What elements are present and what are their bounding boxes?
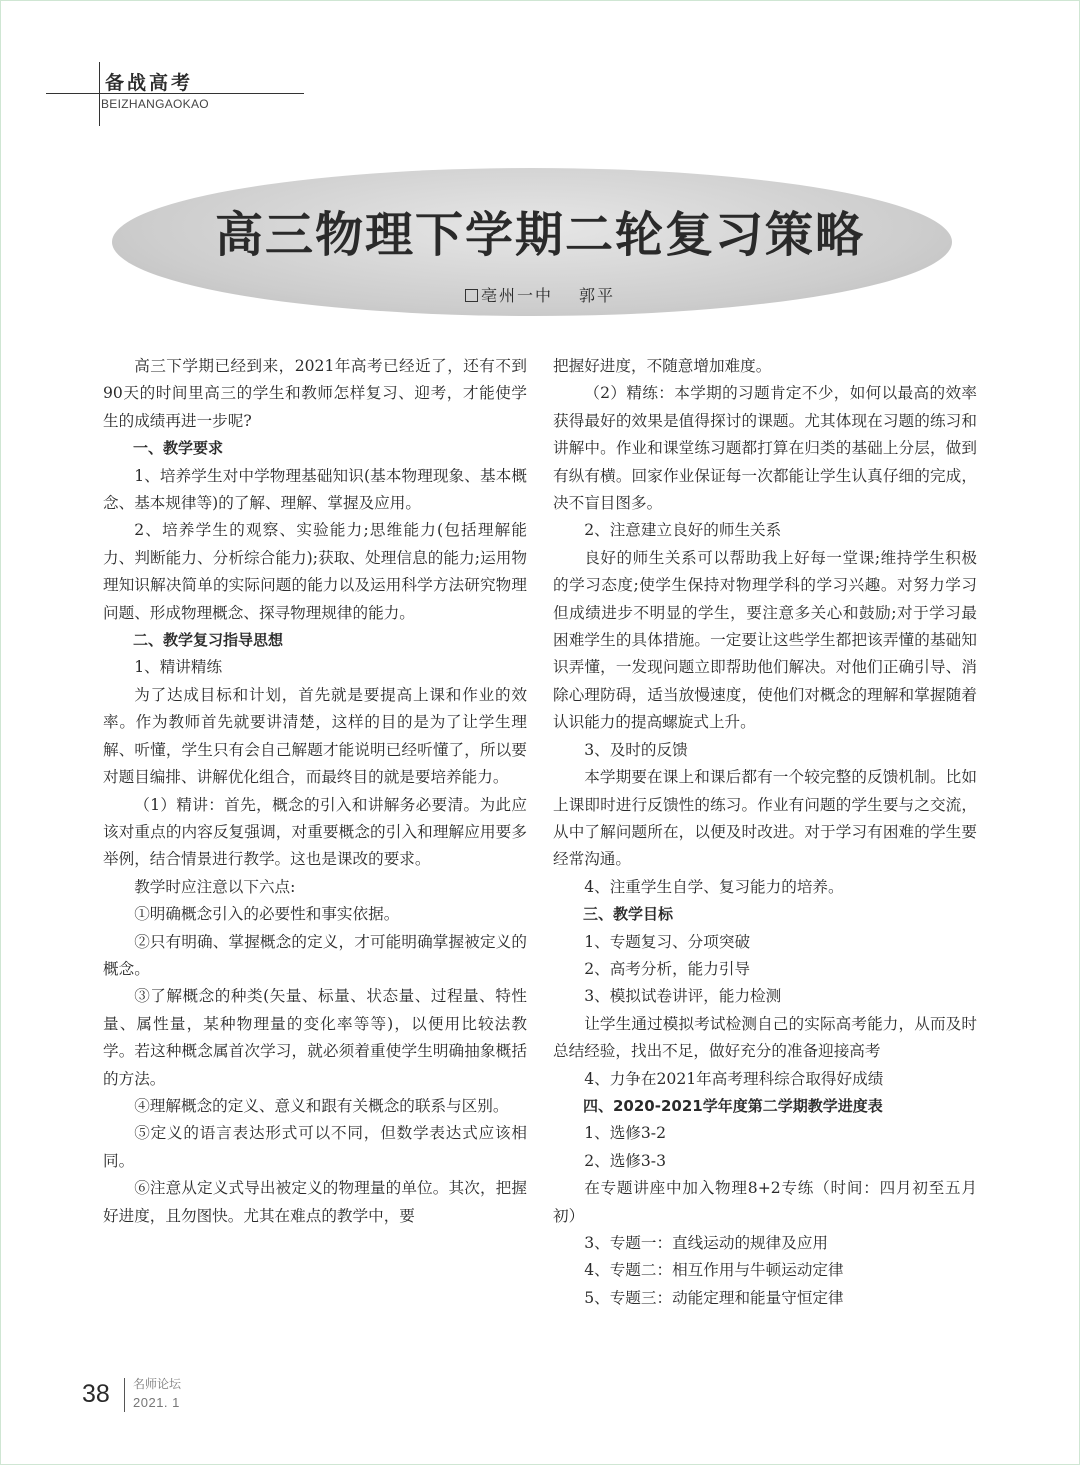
paragraph: ②只有明确、掌握概念的定义，才可能明确掌握被定义的概念。 xyxy=(103,932,527,978)
paragraph: 2、注意建立良好的师生关系 xyxy=(584,521,782,540)
paragraph: 1、专题复习、分项突破 xyxy=(584,932,751,951)
paragraph: 4、力争在2021年高考理科综合取得好成绩 xyxy=(584,1069,884,1088)
paragraph: 教学时应注意以下六点: xyxy=(134,877,296,896)
journal-issue: 2021. 1 xyxy=(133,1395,180,1410)
paragraph: 1、选修3-2 xyxy=(584,1124,667,1143)
footer-rule xyxy=(124,1378,125,1412)
byline-school: 亳州一中 xyxy=(480,286,553,305)
section-tag: 备战高考 xyxy=(105,72,194,94)
paragraph: 2、培养学生的观察、实验能力;思维能力(包括理解能力、判断能力、分析综合能力);获取、处理信息的能力;运用物理知识解决简单的实际问题的能力以及运用科学方法研究物理问题、形成物理概念、探寻物理规律的能力。 xyxy=(103,521,527,622)
byline-box-icon xyxy=(465,289,478,302)
paragraph: 2、选修3-3 xyxy=(584,1151,667,1170)
paragraph: 高三下学期已经到来，2021年高考已经近了，还有不到90天的时间里高三的学生和教师怎样复习、迎考，才能使学生的成绩再进一步呢? xyxy=(103,357,527,430)
section-heading: 二、教学复习指导思想 xyxy=(133,631,284,650)
paragraph: 5、专题三：动能定理和能量守恒定律 xyxy=(584,1288,844,1307)
paragraph: （2）精练：本学期的习题肯定不少，如何以最高的效率获得最好的效果是值得探讨的课题。尤其体现在习题的练习和讲解中。作业和课堂练习题都打算在归类的基础上分层，做到有纵有横。回家作业保证每一次都能让学生认真仔细的完成，决不盲目图多。 xyxy=(553,384,977,513)
byline-author: 郭平 xyxy=(579,286,616,305)
paragraph: 把握好进度，不随意增加难度。 xyxy=(553,357,772,375)
byline xyxy=(0,283,1080,306)
paragraph: 良好的师生关系可以帮助我上好每一堂课;维持学生积极的学习态度;使学生保持对物理学科的学习兴趣。对努力学习但成绩进步不明显的学生，要注意多关心和鼓励;对于学习最困难学生的具体措施。一定要让这些学生都把该弄懂的基础知识弄懂，一发现问题立即帮助他们解决。对他们正确引导、消除心理防碍，适当放慢速度，使他们对概念的理解和掌握随着认识能力的提高螺旋式上升。 xyxy=(553,548,977,732)
paragraph: ①明确概念引入的必要性和事实依据。 xyxy=(134,905,400,924)
paragraph: 4、专题二：相互作用与牛顿运动定律 xyxy=(584,1261,844,1280)
right-column xyxy=(553,353,977,1312)
section-tag-english: BEIZHANGAOKAO xyxy=(101,97,209,111)
paragraph: ⑥注意从定义式导出被定义的物理量的单位。其次，把握好进度，且勿图快。尤其在难点的教学中，要 xyxy=(103,1179,527,1225)
paragraph: 1、培养学生对中学物理基础知识(基本物理现象、基本概念、基本规律等)的了解、理解、掌握及应用。 xyxy=(103,466,527,513)
journal-name: 名师论坛 xyxy=(133,1377,182,1391)
paragraph: 4、注重学生自学、复习能力的培养。 xyxy=(584,877,844,896)
paragraph: 1、精讲精练 xyxy=(134,658,223,677)
paragraph: （1）精讲：首先，概念的引入和讲解务必要清。为此应该对重点的内容反复强调，对重要概念的引入和理解应用要多举例，结合情景进行教学。这也是课改的要求。 xyxy=(103,795,527,869)
paragraph: ⑤定义的语言表达形式可以不同，但数学表达式应该相同。 xyxy=(103,1124,527,1170)
header-vertical-rule xyxy=(99,62,100,126)
paragraph: 3、及时的反馈 xyxy=(584,740,688,759)
section-heading: 一、教学要求 xyxy=(133,439,224,458)
paragraph: 3、模拟试卷讲评，能力检测 xyxy=(584,987,782,1006)
paragraph: 本学期要在课上和课后都有一个较完整的反馈机制。比如上课即时进行反馈性的练习。作业有问题的学生要与之交流，从中了解问题所在，以便及时改进。对于学习有困难的学生要经常沟通。 xyxy=(553,768,977,869)
paragraph: ③了解概念的种类(矢量、标量、状态量、过程量、特性量、属性量，某种物理量的变化率等等)，以便用比较法教学。若这种概念属首次学习，就必须着重使学生明确抽象概括的方法。 xyxy=(103,987,527,1088)
section-heading: 三、教学目标 xyxy=(583,905,674,924)
paragraph: 在专题讲座中加入物理8+2专练（时间：四月初至五月初） xyxy=(553,1179,977,1225)
article-title: 高三物理下学期二轮复习策略 xyxy=(214,207,865,263)
paragraph: 2、高考分析，能力引导 xyxy=(584,959,751,978)
paragraph: 3、专题一：直线运动的规律及应用 xyxy=(584,1234,829,1252)
paragraph: 为了达成目标和计划，首先就是要提高上课和作业的效率。作为教师首先就要讲清楚，这样的目的是为了让学生理解、听懂，学生只有会自己解题才能说明已经听懂了，所以要对题目编排、讲解优化组合，而最终目的就是要培养能力。 xyxy=(103,685,527,787)
paragraph: 让学生通过模拟考试检测自己的实际高考能力，从而及时总结经验，找出不足，做好充分的准备迎接高考 xyxy=(553,1014,977,1061)
left-column xyxy=(103,353,527,1230)
paragraph: ④理解概念的定义、意义和跟有关概念的联系与区别。 xyxy=(134,1096,509,1115)
section-heading: 四、2020-2021学年度第二学期教学进度表 xyxy=(583,1096,883,1115)
page-number: 38 xyxy=(82,1380,110,1408)
